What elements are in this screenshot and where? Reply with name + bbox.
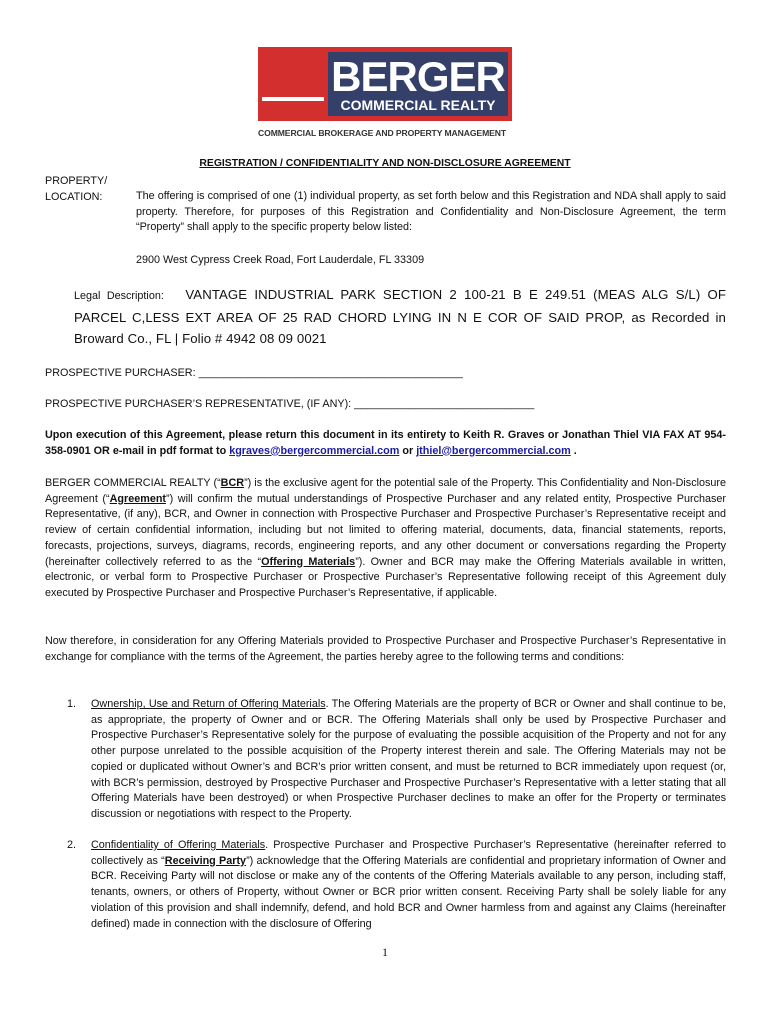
property-label-line2: LOCATION: xyxy=(45,190,103,203)
agreement-title: REGISTRATION / CONFIDENTIALITY AND NON-DISCLOSURE AGREEMENT xyxy=(199,158,571,169)
logo-tagline: COMMERCIAL BROKERAGE AND PROPERTY MANAGEMENT xyxy=(258,128,507,138)
email-link-jthiel[interactable]: jthiel@bergercommercial.com xyxy=(416,444,571,457)
item-body xyxy=(91,838,726,932)
legal-description xyxy=(74,284,726,349)
property-address: 2900 West Cypress Creek Road, Fort Lauderdale, FL 33309 xyxy=(136,254,425,266)
offering-text: The offering is comprised of one (1) individual property, as set forth below and this Registration and NDA shall apply to said property. Therefore, for purposes of this Registration and Confidentiality and Non-Disclosure Agreement, the term “Property” shall apply to the specific property below listed: xyxy=(136,190,726,234)
bcr-text-2: ”) is the exclusive agent for the potential sale of the Property. This Confidentiality and Non-Disclosure Agreement (“ xyxy=(45,477,726,505)
item-text-a: . Prospective Purchaser and Prospective Purchaser’s Representative (hereinafter referred to collectively as “ xyxy=(91,839,726,867)
berger-logo xyxy=(258,47,512,121)
item-text: . The Offering Materials are the property of BCR or Owner and shall continue to be, as appropriate, the property of Owner and or BCR. The Offering Materials shall only be used by Prospective Purchaser and Prospective Purchaser’s Representative solely for the purpose of evaluating the possible acquisition of the Property and not for any other purpose unrelated to the possible acquisition of the Property interest therein and sale. The Offering Materials may not be copied or duplicated without Owner’s and BCR’s prior written consent, and must be returned to BCR immediately upon request (or, with BCR’s permission, destroyed by Prospective Purchaser and Prospective Purchaser’s Representative with a letter stating that all Offering Materials have been destroyed) or when Prospective Purchaser declines to make an offer for the Property or terminates discussion or negotiations with respect to the Property. xyxy=(91,698,726,820)
logo-brand-top: BERGER xyxy=(331,53,505,100)
execution-end: . xyxy=(573,444,577,457)
property-label xyxy=(45,174,107,205)
execution-text: Upon execution of this Agreement, please return this document in its entirety to Keith R. Graves or Jonathan Thiel VIA FAX AT 954-358-0901 OR e-mail in pdf format to xyxy=(45,429,726,457)
item-heading: Ownership, Use and Return of Offering Materials xyxy=(91,698,326,710)
item-number: 1. xyxy=(67,698,77,710)
item-number: 2. xyxy=(67,839,77,851)
now-therefore-paragraph: Now therefore, in consideration for any Offering Materials provided to Prospective Purchaser and Prospective Purchaser’s Representative in exchange for compliance with the terms of the Agreement, the parties hereby agree to the following terms and conditions: xyxy=(45,635,726,663)
bcr-text-1: BERGER COMMERCIAL REALTY (“ xyxy=(45,477,221,489)
legal-text: VANTAGE INDUSTRIAL PARK SECTION 2 100-21 B E 249.51 (MEAS ALG S/L) OF PARCEL C,LESS EXT AREA OF 25 RAD CHORD LYING IN N E COR OF SAID PROP, as Recorded in Broward Co., FL | Folio # 4942 08 09 0021 xyxy=(74,287,726,346)
offering-defined-term: Offering Materials xyxy=(261,555,356,568)
bcr-defined-term: BCR xyxy=(220,477,245,489)
property-label-line1: PROPERTY/ xyxy=(45,175,108,187)
item-text-b: ”) acknowledge that the Offering Materials are confidential and proprietary information of Owner and BCR. Receiving Party will not disclose or make any of the contents of the Offering Materials available to any person, including staff, tenants, owners, or others of Property, without Owner or BCR prior written consent. Receiving Party shall be solely liable for any violation of this provision and shall indemnify, defend, and hold BCR and Owner harmless from and against any Claims (hereinafter defined) made in connection with the disclosure of Offering xyxy=(91,854,726,930)
bcr-paragraph xyxy=(45,476,726,602)
logo-brand-bottom: COMMERCIAL REALTY xyxy=(340,97,496,113)
prospective-representative-field[interactable]: PROSPECTIVE PURCHASER’S REPRESENTATIVE, (IF ANY): ______________________________ xyxy=(45,398,535,410)
receiving-party-term: Receiving Party xyxy=(164,854,247,867)
bcr-text-3: ”) will confirm the mutual understandings of Prospective Purchaser and any related entity, Prospective Purchaser Representative, (if any), BCR, and Owner in connection with Prospective Purchaser and Prospective Purchaser’s Representative receipt and review of certain confidential information, including but not limited to offering material, documents, data, financial statements, reports, forecasts, projections, surveys, diagrams, records, engineering reports, and any other document or conversations regarding the Property (hereinafter collectively referred to as the “ xyxy=(45,492,726,568)
execution-or: or xyxy=(402,444,414,457)
page-number: 1 xyxy=(382,945,388,959)
bcr-text-4: ”). Owner and BCR may make the Offering Materials available in written, electronic, or verbal form to Prospective Purchaser or Prospective Purchaser’s Representative following receipt of this Agreement duly executed by Prospective Purchaser and Prospective Purchaser’s Representative, if applicable. xyxy=(45,555,727,599)
agreement-defined-term: Agreement xyxy=(109,492,167,505)
prospective-purchaser-field[interactable]: PROSPECTIVE PURCHASER: ____________________________________________ xyxy=(45,367,463,379)
legal-label: Legal Description: xyxy=(74,290,164,302)
email-link-kgraves[interactable]: kgraves@bergercommercial.com xyxy=(229,444,400,457)
execution-instructions xyxy=(45,428,726,459)
item-body xyxy=(91,697,726,823)
item-heading: Confidentiality of Offering Materials xyxy=(91,839,266,851)
